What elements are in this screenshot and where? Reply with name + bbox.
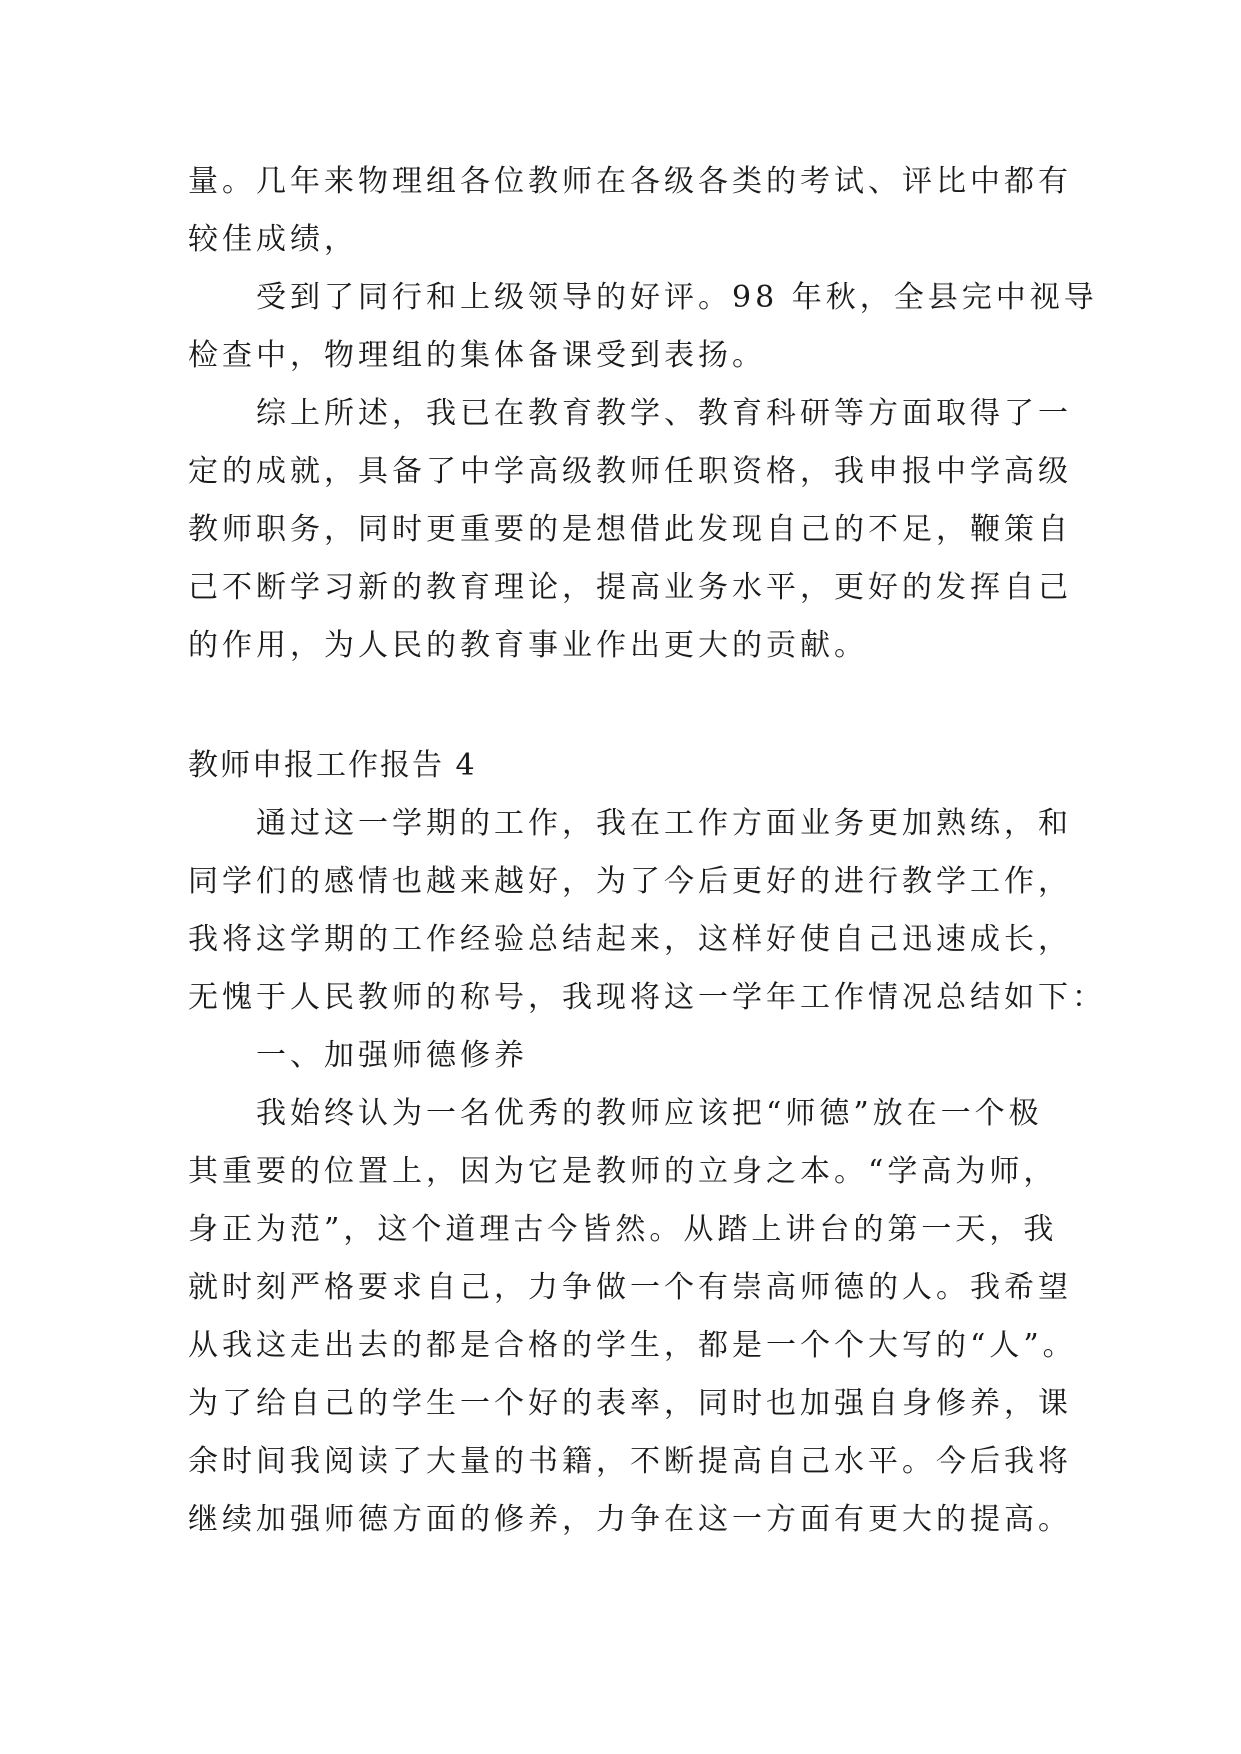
text-line: 余时间我阅读了大量的书籍，不断提高自己水平。今后我将 xyxy=(188,1444,1072,1479)
section-heading: 教师申报工作报告 4 xyxy=(188,748,477,783)
text-line: 从我这走出去的都是合格的学生，都是一个个大写的“人”。 xyxy=(188,1328,1077,1363)
text-line: 较佳成绩， xyxy=(188,222,358,257)
sub-heading: 一、加强师德修养 xyxy=(256,1038,528,1073)
text-line: 检查中，物理组的集体备课受到表扬。 xyxy=(188,338,766,373)
text-line: 继续加强师德方面的修养，力争在这一方面有更大的提高。 xyxy=(188,1502,1072,1537)
text-line: 同学们的感情也越来越好，为了今后更好的进行教学工作， xyxy=(188,864,1072,899)
text-line: 就时刻严格要求自己，力争做一个有崇高师德的人。我希望 xyxy=(188,1270,1072,1305)
text-line: 身正为范”，这个道理古今皆然。从踏上讲台的第一天，我 xyxy=(188,1212,1058,1247)
text-line: 通过这一学期的工作，我在工作方面业务更加熟练，和 xyxy=(256,806,1072,841)
text-line: 我始终认为一名优秀的教师应该把“师德”放在一个极 xyxy=(256,1096,1043,1131)
paragraph-block-1 xyxy=(188,153,1098,675)
text-line: 其重要的位置上，因为它是教师的立身之本。“学高为师， xyxy=(188,1154,1058,1189)
text-line: 教师职务，同时更重要的是想借此发现自己的不足，鞭策自 xyxy=(188,512,1072,547)
text-line: 定的成就，具备了中学高级教师任职资格，我申报中学高级 xyxy=(188,454,1072,489)
text-line: 无愧于人民教师的称号，我现将这一学年工作情况总结如下： xyxy=(188,980,1106,1015)
text-line: 受到了同行和上级领导的好评。98 年秋，全县完中视导 xyxy=(256,280,1098,315)
text-line: 综上所述，我已在教育教学、教育科研等方面取得了一 xyxy=(256,396,1072,431)
text-line: 量。几年来物理组各位教师在各级各类的考试、评比中都有 xyxy=(188,164,1072,199)
text-line: 为了给自己的学生一个好的表率，同时也加强自身修养，课 xyxy=(188,1386,1072,1421)
paragraph-block-2 xyxy=(188,795,1106,1549)
text-line: 我将这学期的工作经验总结起来，这样好使自己迅速成长， xyxy=(188,922,1072,957)
text-line: 己不断学习新的教育理论，提高业务水平，更好的发挥自己 xyxy=(188,570,1072,605)
text-line: 的作用，为人民的教育事业作出更大的贡献。 xyxy=(188,628,868,663)
